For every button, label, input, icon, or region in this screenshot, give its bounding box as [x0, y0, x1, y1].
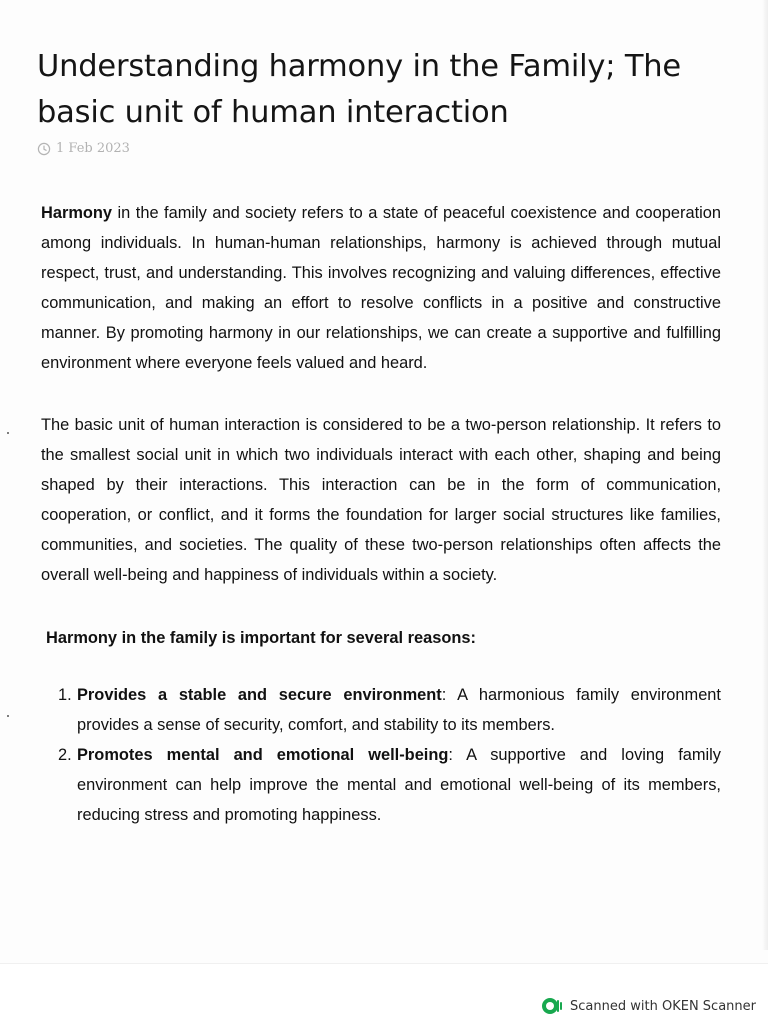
article-date: 1 Feb 2023	[56, 141, 130, 156]
list-item-title: Promotes mental and emotional well-being	[77, 746, 449, 764]
page-edge-shadow	[762, 0, 768, 950]
paragraph-harmony-lead: Harmony	[41, 204, 113, 222]
list-item-body	[77, 680, 721, 740]
article-date-row	[37, 141, 130, 156]
list-item	[41, 740, 721, 830]
paragraph-harmony-text: in the family and society refers to a state of peaceful coexistence and cooperation among individuals. In human-human relationships, harmony is achieved through mutual respect, trust, and understanding. This involves recognizing and valuing differences, effective communication, and making an effort to resolve conflicts in a positive and constructive manner. By promoting harmony in our relationships, we can create a supportive and fulfilling environment where everyone feels valued and heard.	[41, 204, 721, 372]
article-title: Understanding harmony in the Family; The basic unit of human interaction	[37, 49, 681, 130]
oken-scanner-logo	[541, 995, 563, 1017]
list-item-description: : A harmonious family environment provides a sense of security, comfort, and stability to its members.	[77, 686, 721, 734]
section-heading-reasons: Harmony in the family is important for several reasons:	[46, 629, 476, 647]
list-item-number: 1.	[58, 686, 72, 704]
list-item-body	[77, 740, 721, 830]
scan-speck	[7, 432, 9, 434]
paragraph-harmony	[41, 198, 721, 378]
list-item-number: 2.	[58, 746, 72, 764]
paragraph-basic-unit: The basic unit of human interaction is considered to be a two-person relationship. It refers to the smallest social unit in which two individuals interact with each other, shaping and being shaped by their interactions. This interaction can be in the form of communication, cooperation, or conflict, and it forms the foundation for larger social structures like families, communities, and societies. The quality of these two-person relationships often affects the overall well-being and happiness of individuals within a society.	[41, 416, 721, 584]
scanner-watermark	[541, 995, 756, 1017]
scan-speck	[7, 715, 9, 717]
list-item	[41, 680, 721, 740]
scanner-watermark-text: Scanned with OKEN Scanner	[570, 998, 756, 1014]
list-item-description: : A supportive and loving family environment can help improve the mental and emotional well-being of its members, reducing stress and promoting happiness.	[77, 746, 722, 824]
clock-icon	[37, 142, 51, 156]
list-item-title: Provides a stable and secure environment	[77, 686, 442, 704]
reasons-list	[41, 680, 721, 830]
article-content	[41, 198, 721, 830]
